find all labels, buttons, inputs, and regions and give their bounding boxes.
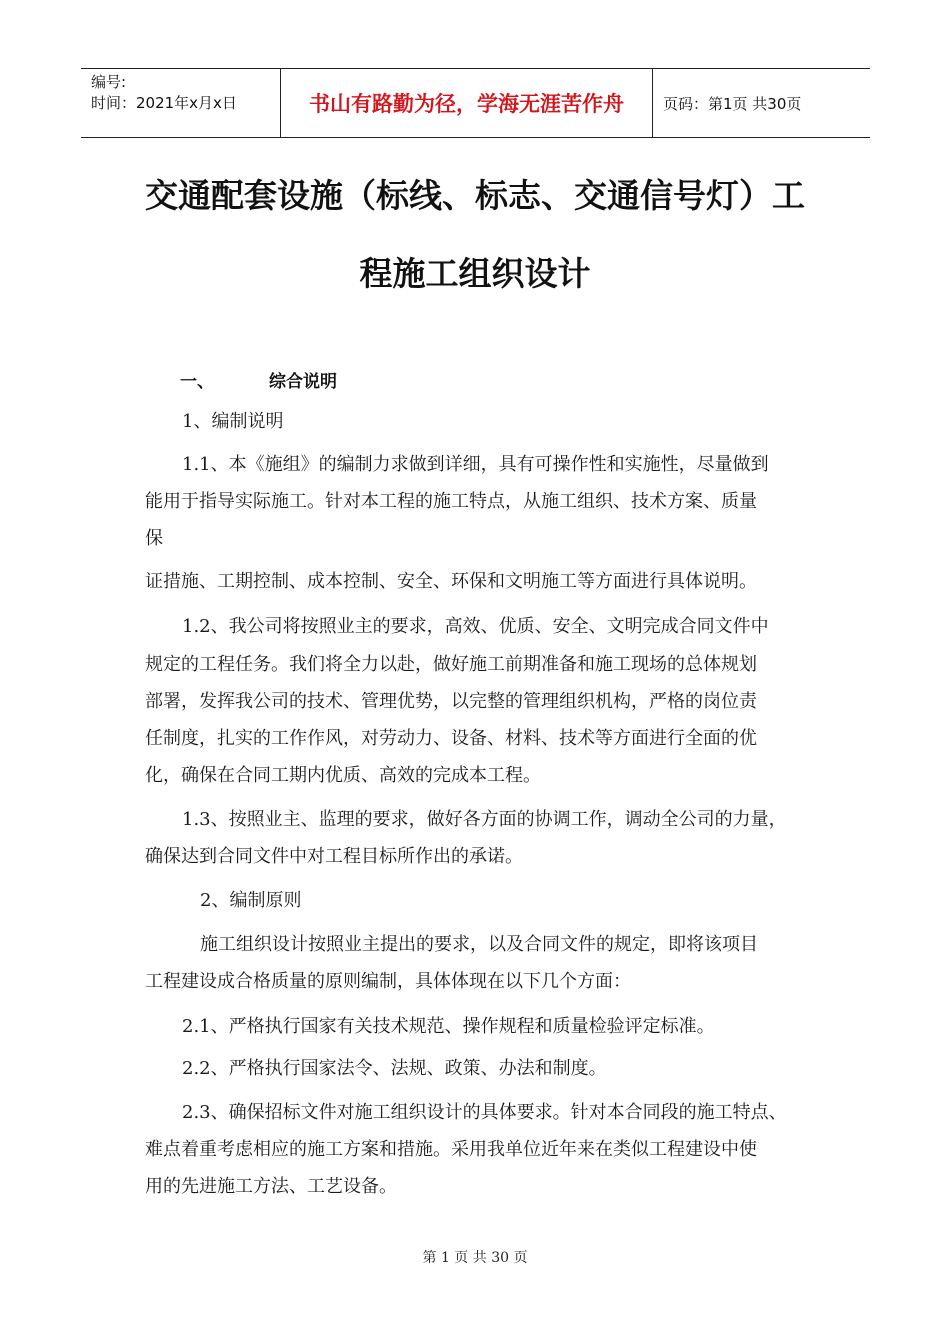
paragraph-line: 证措施、工期控制、成本控制、安全、环保和文明施工等方面进行具体说明。 (145, 571, 757, 592)
paragraph-line: 2.2、严格执行国家法令、法规、政策、办法和制度。 (182, 1058, 607, 1079)
paragraph-line: 部署，发挥我公司的技术、管理优势，以完整的管理组织机构，严格的岗位责 (145, 691, 757, 712)
section-number: 一、 (180, 372, 214, 392)
paragraph-line: 保 (145, 528, 163, 549)
paragraph-line: 用的先进施工方法、工艺设备。 (145, 1176, 397, 1197)
paragraph-line: 1.2、我公司将按照业主的要求，高效、优质、安全、文明完成合同文件中 (182, 616, 769, 637)
paragraph-line: 化，确保在合同工期内优质、高效的完成本工程。 (145, 765, 541, 786)
document-title-line-2: 程施工组织设计 (359, 254, 591, 293)
paragraph-line: 1.3、按照业主、监理的要求，做好各方面的协调工作，调动全公司的力量， (182, 809, 787, 830)
paragraph-line: 难点着重考虑相应的施工方案和措施。采用我单位近年来在类似工程建设中使 (145, 1139, 757, 1160)
section-heading: 综合说明 (269, 372, 337, 392)
paragraph-line: 2.3、确保招标文件对施工组织设计的具体要求。针对本合同段的施工特点、 (182, 1102, 787, 1123)
page-footer: 第 1 页 共 30 页 (422, 1250, 528, 1266)
header-page-info: 页码：第1页 共30页 (663, 94, 802, 113)
subheading-compile-principles: 2、编制原则 (200, 890, 302, 911)
paragraph-line: 确保达到合同文件中对工程目标所作出的承诺。 (145, 846, 523, 867)
header-motto: 书山有路勤为径，学海无涯苦作舟 (281, 69, 653, 137)
document-time-label: 时间：2021年x月x日 (91, 94, 237, 112)
paragraph-line: 1.1、本《施组》的编制力求做到详细，具有可操作性和实施性，尽量做到 (182, 454, 769, 475)
document-number-label: 编号: (91, 73, 127, 91)
paragraph-line: 工程建设成合格质量的原则编制，具体体现在以下几个方面： (145, 971, 631, 992)
paragraph-line: 规定的工程任务。我们将全力以赴，做好施工前期准备和施工现场的总体规划 (145, 654, 757, 675)
subheading-compile-notes: 1、编制说明 (182, 411, 284, 432)
paragraph-line: 任制度，扎实的工作作风，对劳动力、设备、材料、技术等方面进行全面的优 (145, 728, 757, 749)
paragraph-line: 施工组织设计按照业主提出的要求，以及合同文件的规定，即将该项目 (200, 934, 758, 955)
paragraph-line: 能用于指导实际施工。针对本工程的施工特点，从施工组织、技术方案、质量 (145, 491, 757, 512)
paragraph-line: 2.1、严格执行国家有关技术规范、操作规程和质量检验评定标准。 (182, 1016, 715, 1037)
document-header-table (81, 68, 870, 138)
document-title-line-1: 交通配套设施（标线、标志、交通信号灯）工 (145, 176, 805, 215)
header-meta-cell (81, 69, 281, 137)
